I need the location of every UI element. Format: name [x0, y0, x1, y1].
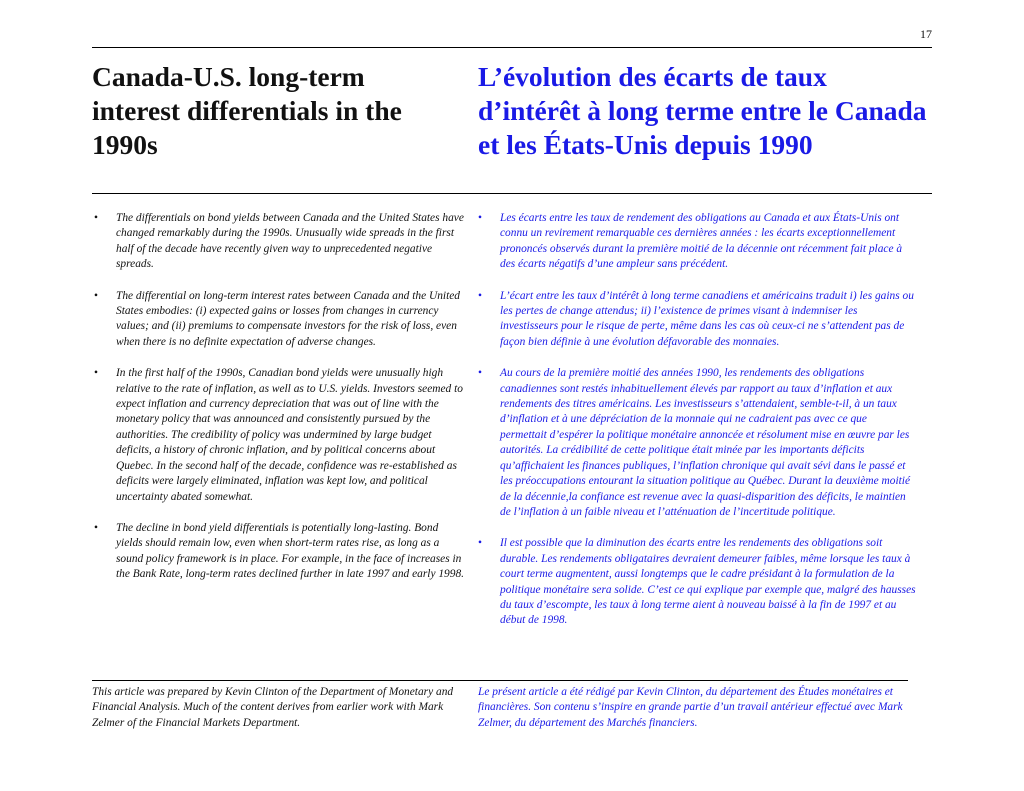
- french-bullet-3: • Au cours de la première moitié des années 1990, les rendements des obligations canadiennes sont restés inhabituellement élevés par rapport au taux d’inflation et aux rendements des titres américains. Les investisseurs s’attendaient, semble-t-il, à un taux d’inflation et à une dépréciation de la monnaie qui ne cadraient pas avec ce que permettait d’espérer la politique monétaire annoncée et résolument mise en œuvre par les autorités. La crédibilité de cette politique était minée par les importants déficits qu’affichaient les finances publiques, l’inflation chronique qui avait sévi dans le passé et les préoccupations entourant la situation politique au Québec. Durant la deuxième moitié de la décennie,la confiance est revenue avec la quasi-disparition des déficits, le maintien de l’inflation à un faible niveau et l’atténuation de l’incertitude politique.: [476, 366, 916, 520]
- english-bullet-4: • The decline in bond yield differentials is potentially long-lasting. Bond yields should remain low, even when short-term rates rise, as long as a sound policy framework is in place. For example, in the face of increases in the Bank Rate, long-term rates declined further in late 1997 and early 1998.: [92, 521, 464, 583]
- title-french: L’évolution des écarts de taux d’intérêt à long terme entre le Canada et les États-Unis depuis 1990: [478, 61, 927, 160]
- english-bullet-list: [92, 211, 464, 583]
- french-bullet-list: [476, 211, 916, 629]
- title-divider: [92, 193, 932, 194]
- credit-divider: [92, 680, 908, 681]
- credit-french: Le présent article a été rédigé par Kevin Clinton, du département des Études monétaires et financières. Son contenu s’inspire en grande partie d’un travail antérieur effectué avec Mark Zelmer, du département des Marchés financiers.: [478, 686, 903, 729]
- french-bullet-2: • L’écart entre les taux d’intérêt à long terme canadiens et américains traduit i) les gains ou les pertes de change attendus; ii) l’existence de primes visant à indemniser les investisseurs pour le risque de perte, même dans les cas où ceux-ci ne s’attendent pas de façon bien définie à une évolution défavorable des monnaies.: [476, 289, 916, 351]
- credit-english: This article was prepared by Kevin Clinton of the Department of Monetary and Financial Analysis. Much of the content derives from earlier work with Mark Zelmer of the Financial Markets Department.: [92, 686, 454, 729]
- english-bullet-2: • The differential on long-term interest rates between Canada and the United States embodies: (i) expected gains or losses from changes in currency values; and (ii) premiums to compensate investors for the risk of loss, even when there is no definite expectation of adverse changes.: [92, 289, 464, 351]
- page-number: 17: [920, 27, 932, 41]
- french-bullet-4: • Il est possible que la diminution des écarts entre les rendements des obligations soit durable. Les rendements obligataires devraient demeurer faibles, même lorsque les taux à court terme augmentent, aussi longtemps que le cadre présidant à la formulation de la politique monétaire sera solide. C’est ce qui explique par exemple que, malgré des hausses du taux d’escompte, les taux à long terme aient à nouveau baissé à la fin de 1997 et au début de 1998.: [476, 536, 916, 628]
- top-divider: [92, 47, 932, 48]
- english-bullet-1: • The differentials on bond yields between Canada and the United States have changed remarkably during the 1990s. Unusually wide spreads in the first half of the decade have recently given way to unprecedented negative spreads.: [92, 211, 464, 273]
- french-column: [476, 211, 916, 645]
- english-column: [92, 211, 464, 599]
- title-english: Canada-U.S. long-term interest differentials in the 1990s: [92, 61, 402, 160]
- english-bullet-3: • In the first half of the 1990s, Canadian bond yields were unusually high relative to the rate of inflation, as well as to U.S. yields. Investors seemed to expect inflation and currency depreciation that was out of line with the monetary policy that was announced and consistently pursued by the authorities. The credibility of policy was undermined by large budget deficits, a history of chronic inflation, and by political concerns about Quebec. In the second half of the decade, confidence was re-established as deficits were largely eliminated, inflation was kept low, and political uncertainty abated somewhat.: [92, 366, 464, 505]
- french-bullet-1: • Les écarts entre les taux de rendement des obligations au Canada et aux États-Unis ont connu un revirement remarquable ces dernières années : les écarts exceptionnellement prononcés observés durant la première moitié de la décennie ont récemment fait place à des écarts négatifs d’une ampleur sans précédent.: [476, 211, 916, 273]
